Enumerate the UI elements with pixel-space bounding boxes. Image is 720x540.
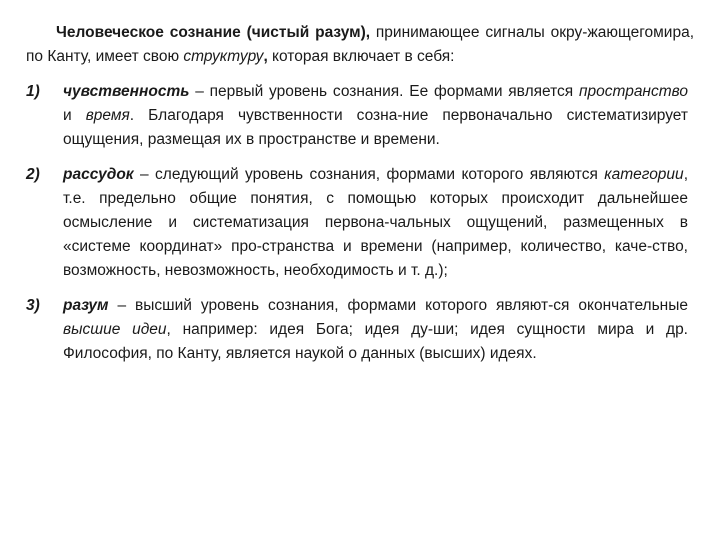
term-categories: категории bbox=[604, 166, 684, 183]
term-understanding: рассудок bbox=[63, 166, 134, 183]
intro-emphasis: структуру bbox=[183, 48, 264, 65]
list-item-text bbox=[63, 80, 694, 152]
term-time: время bbox=[85, 107, 130, 124]
item-text-part: . Благодаря чувственности созна-ние первоначально систематизирует ощущения, размещая их в пространстве и времени. bbox=[63, 107, 688, 148]
item-text-part: , т.е. предельно общие понятия, с помощью которых происходит дальнейшее осмысление и систематизация первона-чальных ощущений, размещенных в «системе координат» про-странства и времени (например, количество, каче-ство, возможность, невозможность, необходимость и т. д.); bbox=[63, 166, 688, 279]
item-text-part: – высший уровень сознания, формами которого являют-ся окончательные bbox=[108, 297, 688, 314]
list-number: 2) bbox=[26, 166, 40, 183]
term-reason: разум bbox=[63, 297, 109, 314]
intro-comma: , bbox=[263, 48, 268, 65]
item-text-part: , например: идея Бога; идея ду-ши; идея сущности мира и др. Философия, по Канту, является наукой о данных (высших) идеях. bbox=[63, 321, 688, 362]
item-text-part: и bbox=[63, 107, 86, 124]
term-sensibility: чувственность bbox=[63, 83, 190, 100]
list-number: 1) bbox=[26, 83, 40, 100]
intro-paragraph bbox=[26, 21, 694, 69]
list-item-reason bbox=[26, 294, 694, 366]
intro-text: принимающее сигналы окру-жающегомира, по Канту, имеет свою bbox=[26, 24, 694, 65]
list-item-text bbox=[63, 294, 694, 366]
item-text-part: – следующий уровень сознания, формами которого являются bbox=[133, 166, 605, 183]
list-item-understanding bbox=[26, 163, 694, 283]
intro-tail: которая включает в себя: bbox=[267, 48, 455, 65]
list-item-text bbox=[63, 163, 694, 283]
intro-bold-phrase: Человеческое сознание (чистый разум), bbox=[56, 24, 371, 41]
list-number: 3) bbox=[26, 297, 40, 314]
list-item-sensibility bbox=[26, 80, 694, 152]
term-higher-ideas: высшие идеи bbox=[63, 321, 167, 338]
item-text-part: – первый уровень сознания. Ее формами является bbox=[189, 83, 579, 100]
term-space: пространство bbox=[578, 83, 688, 100]
